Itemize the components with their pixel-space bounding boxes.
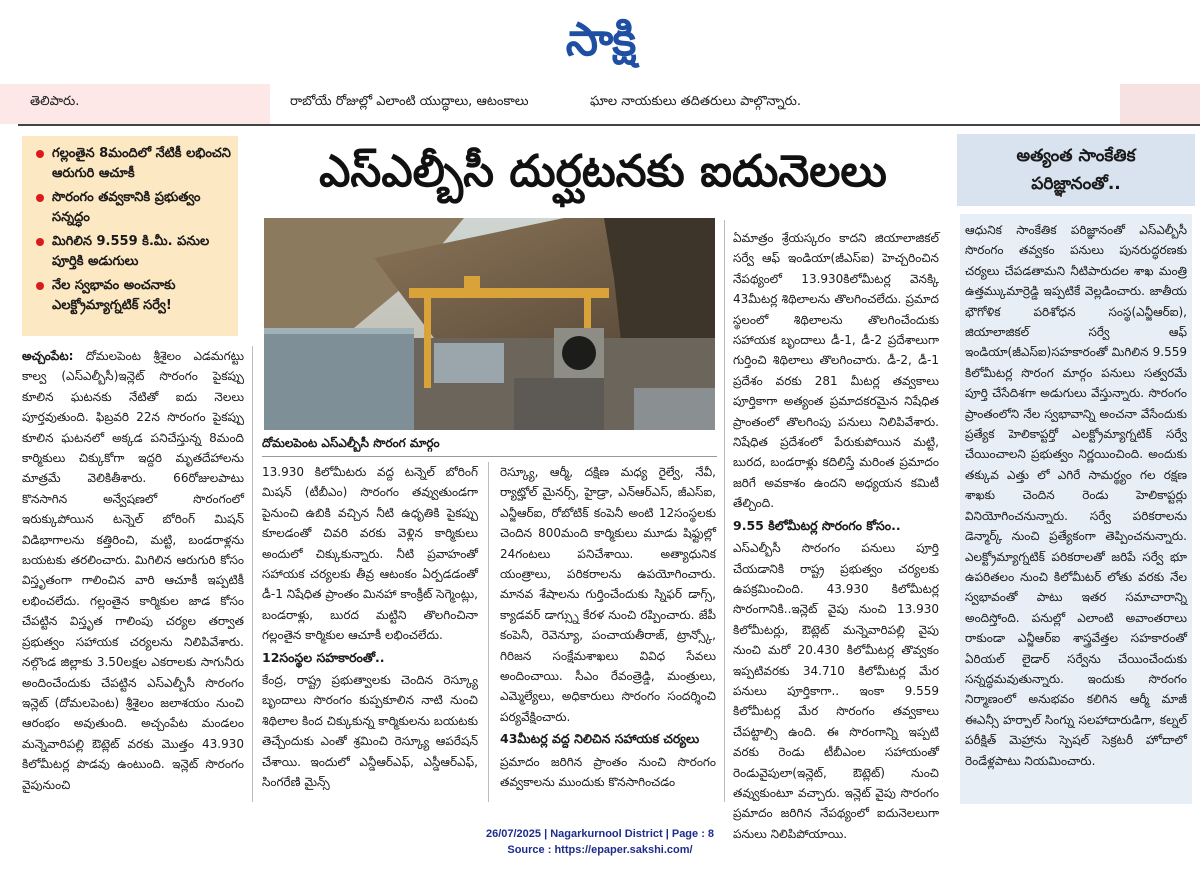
article-column-1 <box>22 346 244 802</box>
footer-source-link[interactable]: Source : https://epaper.sakshi.com/ <box>507 844 693 856</box>
masthead <box>0 0 1200 82</box>
divider <box>18 124 1200 126</box>
top-strip <box>0 84 1200 124</box>
column-text: రెస్క్యూ, ఆర్మీ, దక్షిణ మధ్య రైల్వే, నేవీ, ర్యాట్హోల్ మైనర్స్, హైడ్రా, ఎన్ఆర్ఎస్, జీఎస్ఐ, ఎన్జీఆర్ఐ, రోబోటిక్ కంపెనీ అంటి 12సంస్థలకు చెందిన 800మంది కార్మికులు మూడు షిఫ్టుల్లో 24గంటలు పనిచేశాయి. అత్యాధునిక యంత్రాలు, పరికరాలను ఉపయోగించారు. మానవ శేషాలను గుర్తించేందుకు స్నిఫర్ డాగ్స్, క్యాడవర్ డాగ్స్ను కేరళ నుంచి రప్పించారు. జేపీ కంపెనీ, రెవెన్యూ, పంచాయతీరాజ్, ట్రాన్స్కో, గిరిజన సంక్షేమశాఖలు వివిధ సేవలు అందించాయి. సీఎం రేవంత్రెడ్డి, మంత్రులు, ఎమ్మెల్యేలు, అధికారులు సొరంగం సందర్శించి పర్యవేక్షించారు. <box>500 465 716 724</box>
dateline: అచ్చంపేట: <box>22 349 74 363</box>
column-text: ఎస్ఎల్బీసీ సొరంగం పనులు పూర్తి చేయడానికి రాష్ట్ర ప్రభుత్వం చర్యలకు ఉపక్రమించింది. 43.930 కిలోమీటర్ల సొరంగానికి..ఇన్లెట్ వైపు నుంచి 13.930 కిలోమీటర్లు, ఔట్లెట్ మన్నెవారిపల్లి వైపు నుంచి మరో 20.430 కిలోమీటర్ల తొవ్వకం ఇప్పటివరకు 34.710 కిలోమీటర్ల మేర పనులు పూర్తికాగా.. ఇంకా 9.559 కిలోమీటర్ల మేర సొరంగం తవ్వకాలు చేపట్టాల్సి ఉంది. ఈ సొరంగాన్ని ఇప్పటి వరకు రెండు టీబీఎంల సహాయంతో రెండువైపులా(ఇన్లెట్, ఔట్లెట్) నుంచి తవ్వుకుంటూ వచ్చారు. ఇన్లెట్ వైపు సొరంగం ప్రమాదం జరిగిన నేపథ్యంలో ఐదునెలలుగా పనులు నిలిపిపోయాయి. <box>733 541 939 841</box>
sakshi-logo: సాక్షి <box>565 12 636 66</box>
top-strip-left-text: తెలిపారు. <box>30 94 80 109</box>
column-divider <box>724 220 725 802</box>
article-column-3 <box>500 462 716 802</box>
footer <box>0 826 1200 866</box>
tunnel-photo-illustration <box>264 218 715 430</box>
column-text: 13.930 కిలోమీటరు వద్ద టన్నెల్ బోరింగ్ మిషన్ (టీబీఎం) సొరంగం తవ్వుతుండగా పైనుంచి ఉబికి వచ్చిన నీటి ఉధృతికి పైకప్పు కూలడంతో చివరి వరకు వెళ్లిన కార్మికులు అందులో చిక్కుకున్నారు. నీటి ప్రవాహంతో సహాయక చర్యలకు తీవ్ర ఆటంకం ఏర్పడడంతో డీ-1 నిషేధిత ప్రాంతం మినహా కాంక్రీట్ సెగ్మెంట్లు, బండరాళ్లు, బురద మట్టిని తొలగించినా గల్లంతైన కార్మికుల ఆచూకీ లభించలేదు. <box>262 465 478 643</box>
article-column-4 <box>733 228 939 841</box>
column-text: ప్రమాదం జరిగిన ప్రాంతం నుంచి సొరంగం తవ్వకాలను ముందుకు కొనసాగించడం <box>500 754 716 790</box>
highlight-item: సొరంగం తవ్వకానికి ప్రభుత్వం సన్నద్ధం <box>36 188 238 228</box>
column-divider <box>488 462 489 802</box>
highlights-box <box>22 136 238 336</box>
column-text: కేంద్ర, రాష్ట్ర ప్రభుత్వాలకు చెందిన రెస్క్యూ బృందాలు సొరంగం కుప్పకూలిన నాటి నుంచి శిథిలాల కింద చిక్కుకున్న కార్మికులను బయటకు తెచ్చేందుకు ఎంతో శ్రమించి రెస్క్యూ ఆపరేషన్ చేశాయి. ఇందులో ఎన్డీఆర్ఎఫ్, ఎస్డీఆర్ఎఫ్, సింగరేణి మైన్స్ <box>262 673 478 790</box>
sidebar-text: ఆధునిక సాంకేతిక పరిజ్ఞానంతో ఎస్ఎల్బీసీ సొరంగం తవ్వకం పనులు పునరుద్ధరణకు చర్యలు చేపడతామని నీటిపారుదల శాఖ మంత్రి ఉత్తమ్కుమార్రెడ్డి ఇప్పటికే వెల్లడించారు. జాతీయ భౌగోళిక పరిశోధన సంస్థ(ఎన్జీఆర్ఐ), జియాలాజికల్ సర్వే ఆఫ్ ఇండియా(జీఎస్ఐ)సహకారంతో మిగిలిన 9.559 కిలోమీటర్ల సొరంగ మార్గం పనులు సత్వరమే పూర్తి చేసేదిశగా అడుగులు వేస్తున్నారు. సొరంగం ప్రాంతంలోని నేల స్వభావాన్ని అంచనా వేసేందుకు ప్రత్యేక హెలికాప్టర్తో ఎలక్ట్రోమ్యాగ్నటిక్ సర్వే చేయించాలని ప్రభుత్వం నిర్ణయించింది. అందుకు తక్కువ ఎత్తు లో ఎగిరే సామర్థ్యం గల రక్షణ శాఖకు చెందిన రెండు హెలికాప్టర్లు వినియోగించనున్నారు. సర్వే పరికరాలను డెన్మార్క్ నుంచి ప్రత్యేకంగా తెప్పించనున్నారు. ఎలక్ట్రోమ్యాగ్నటిక్ పరికరాలతో జరిపే సర్వే భూ ఉపరితలం నుంచి కిలోమీటర్ లోతు వరకు నేల స్వభావంతో పాటు ఇతర సమాచారాన్ని అందిస్తోంది. పనుల్లో ఎలాంటి అవాంతరాలు రాకుండా ఎన్జీఆర్ఐ శాస్త్రవేత్తల సహకారంతో ఏరియల్ లైడార్ సర్వేను చేయించేందుకు సన్నద్ధమవుతున్నారు. ఇందుకు సొరంగం నిర్మాణంలో అనుభవం కలిగిన ఆర్మీ మాజీ ఈఎన్సీ హర్పాల్ సింగ్ను సలహాదారుడిగా, కల్నల్ పరీక్షిత్ మెహ్రాను స్పెషల్ సెక్రటరీ హోదాలో రెండేళ్లపాటు నియమించారు. <box>965 223 1187 768</box>
column-text: ఏమాత్రం శ్రేయస్కరం కాదని జియాలాజికల్ సర్వే ఆఫ్ ఇండియా(జీఎస్ఐ) హెచ్చరించిన నేపథ్యంలో 13.930కిలోమీటర్ల వెనక్కి 43మీటర్ల శిథిలాలను తొలగించలేదు. ప్రమాద స్థలంలో శిథిలాలను తొలగించేందుకు సహాయక బృందాలు డీ-1, డీ-2 ప్రదేశాలుగా గుర్తించి శిథిలాలు తొలగించారు. డీ-2, డీ-1 ప్రదేశం వరకు 281 మీటర్ల తవ్వకాలు పూర్తికాగా అత్యంత ప్రమాదకరమైన నిషేధిత ప్రాంతంలో తొలగింపు పనులు నిలిపివేశారు. నిషేధిత ప్రదేశంలో పేరుకుపోయిన మట్టి, బురద, బండరాళ్లు కదిలిస్తే మరింత ప్రమాదం జరిగే అవకాశం ఉందని అధ్యయన కమిటీ తేల్చింది. <box>733 231 939 511</box>
subheading: 43మీటర్ల వద్ద నిలిచిన సహాయక చర్యలు <box>500 731 700 747</box>
sidebar-header <box>957 134 1195 206</box>
tunnel-photo <box>264 218 715 430</box>
photo-caption: దోమలపెంట ఎస్ఎల్బీసీ సొరంగ మార్గం <box>262 436 440 450</box>
divider <box>262 456 717 457</box>
footer-date-line: 26/07/2025 | Nagarkurnool District | Page : 8 <box>485 828 715 840</box>
subheading: 12సంస్థల సహకారంతో.. <box>262 649 385 665</box>
sidebar-title-line2: పరిజ్ఞానంతో.. <box>1031 174 1121 194</box>
top-strip-middle-text: రాబోయే రోజుల్లో ఎలాంటి యుద్ధాలు, ఆటంకాలు <box>290 94 529 109</box>
headline: ఎస్ఎల్బీసీ దుర్ఘటనకు ఐదునెలలు <box>319 146 887 197</box>
article-column-2 <box>262 462 478 802</box>
highlight-item: గల్లంతైన 8మందిలో నేటికీ లభించని ఆరుగురి ఆచూకీ <box>36 144 238 184</box>
subheading: 9.55 కిలోమీటర్ల సొరంగం కోసం.. <box>733 517 901 533</box>
column-divider <box>252 346 253 802</box>
highlight-item: నేల స్వభావం అంచనాకు ఎలక్ట్రోమ్యాగ్నటిక్ సర్వే! <box>36 276 238 316</box>
sidebar-title-line1: అత్యంత సాంకేతిక <box>1016 146 1136 166</box>
column-text: దోమలపెంట శ్రీశైలం ఎడమగట్టు కాల్వ (ఎస్ఎల్బీసీ)ఇన్లెట్ సొరంగం పైకప్పు కూలిన ఘటనకు నేటితో ఐదు నెలలు పూర్తవుతుంది. ఫిబ్రవరి 22న సొరంగం పైకప్పు కూలిన ఘటనలో అక్కడ పనిచేస్తున్న 8మంది కార్మికులు చిక్కుకోగా ఇద్దరి మృతదేహాలను మాత్రమే వెలికితీశారు. 66రోజులపాటు కొనసాగిన అన్వేషణలో సొరంగంలో ఇరుక్కుపోయిన టన్నెల్ బోరింగ్ మిషన్ విడిభాగాలను కత్తిరించి, మట్టి, బండరాళ్లను బయటకు తరలించారు. మిగిలిన ఆరుగురి కోసం విస్తృతంగా గాలించిన వారి ఆచూకీ ఇప్పటికీ లభించలేదు. గల్లంతైన కార్మికుల జాడ కోసం చేపట్టిన విస్తృత గాలింపు చర్యల తర్వాత ప్రభుత్వం సహాయక చర్యలను నిలిపివేశారు. నల్గొండ జిల్లాకు 3.50లక్షల ఎకరాలకు సాగునీరు అందించేందుకు చేపట్టిన ఎస్ఎల్బీసీ సొరంగం ఇన్లెట్ (దోమలపెంట) శ్రీశైలం జలాశయం నుంచి ఆరంభం అవుతుంది. అచ్చంపేట మండలం మన్నెవారిపల్లి ఔట్లెట్ వరకు మొత్తం 43.930 కిలోమీటర్ల పొడవు ఉంటుంది. ఇన్లెట్ సొరంగం వైపునుంచి <box>22 349 244 792</box>
top-strip-right-text: ఘాల నాయకులు తదితరులు పాల్గొన్నారు. <box>590 94 801 109</box>
highlight-item: మిగిలిన 9.559 కి.మీ. పనుల పూర్తికి అడుగులు <box>36 232 238 272</box>
